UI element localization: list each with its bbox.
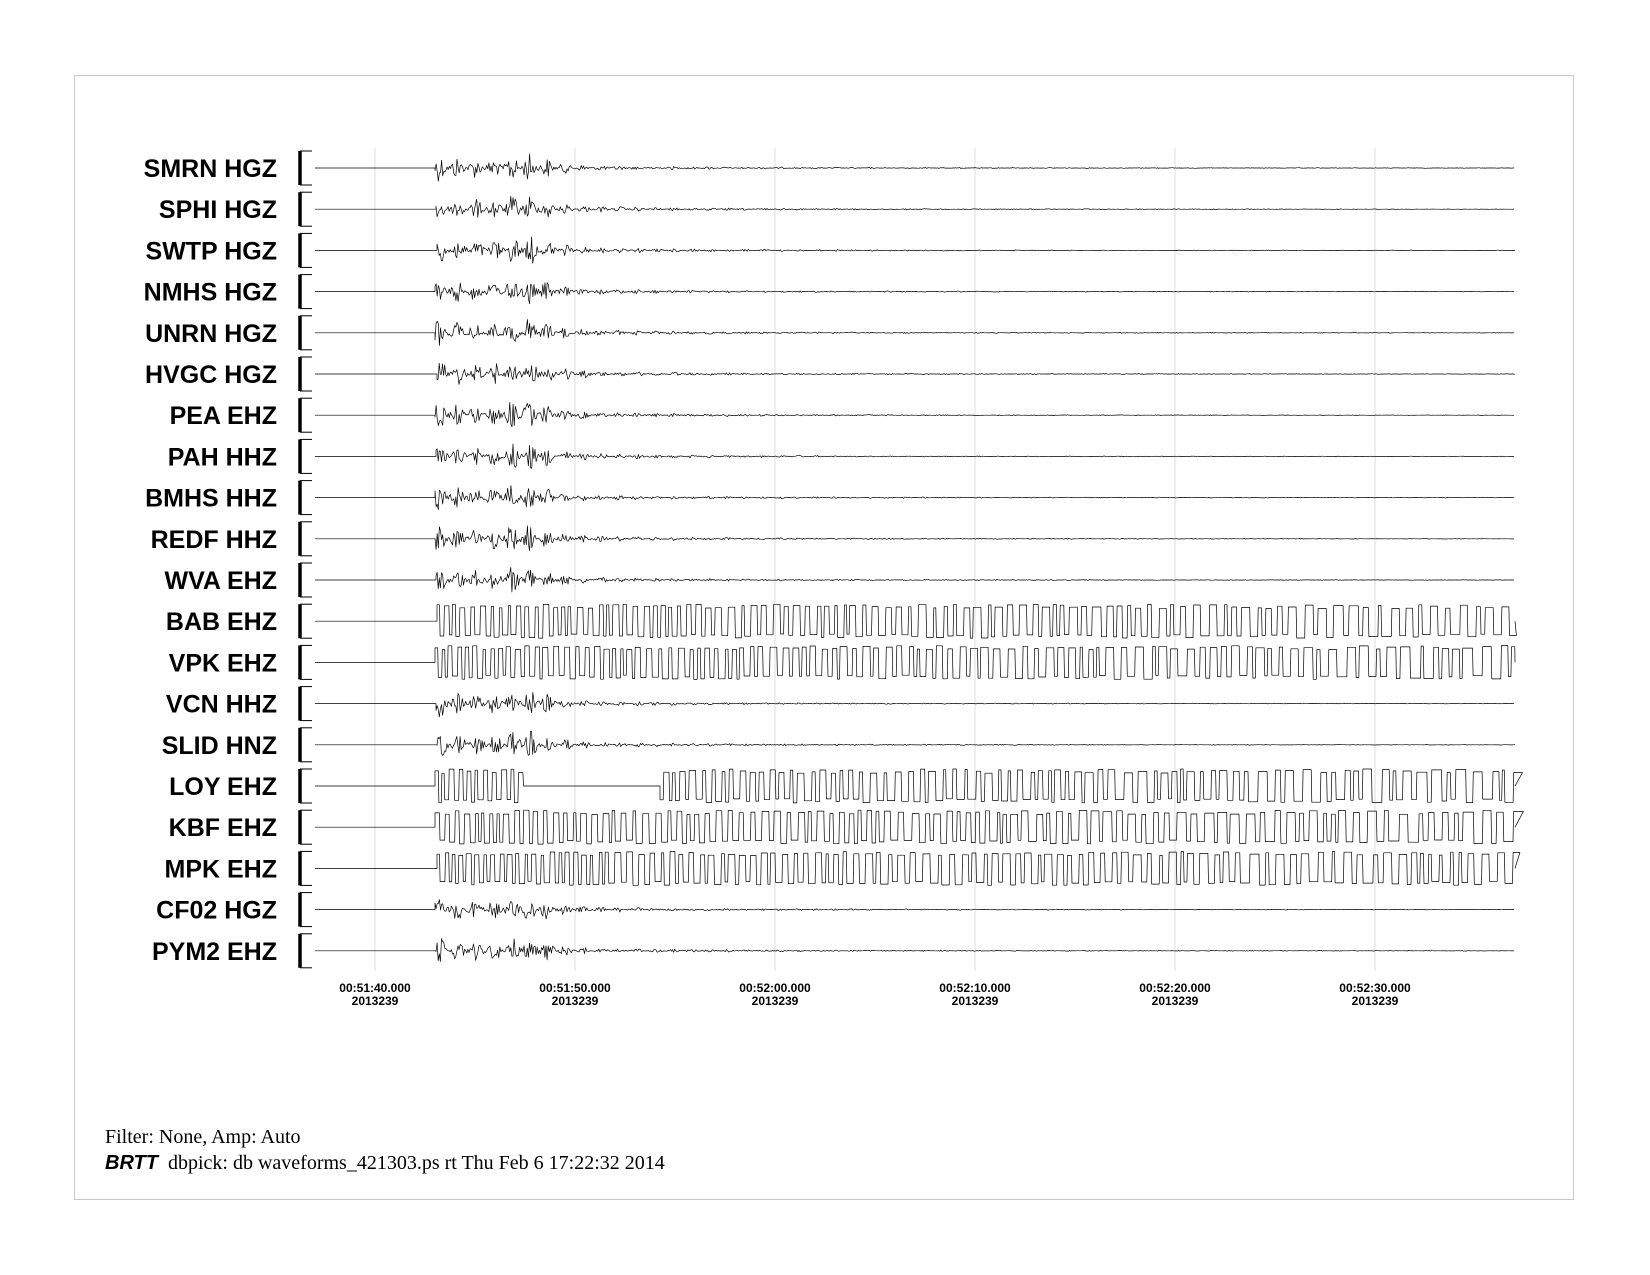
waveform-trace [315, 283, 1514, 304]
station-label: PYM2 EHZ [151, 937, 277, 966]
station-label: WVA EHZ [164, 567, 277, 595]
station-label: SLID HNZ [161, 731, 277, 760]
brand-logo: BRTT [105, 1152, 158, 1174]
station-label: BMHS HHZ [145, 484, 277, 513]
waveform-trace [315, 444, 1514, 468]
time-axis [339, 981, 1411, 1008]
waveform-trace [315, 154, 1514, 181]
station-label: LOY EHZ [169, 773, 277, 801]
station-label: NMHS HGZ [143, 278, 277, 307]
waveform-trace [315, 939, 1514, 962]
station-label: REDF HHZ [150, 525, 277, 554]
tick-label-date: 2013239 [951, 993, 999, 1008]
waveform-trace [315, 486, 1514, 510]
footer [105, 1124, 1305, 1176]
grid-lines [375, 148, 1375, 971]
station-label: CF02 HGZ [156, 896, 277, 925]
station-label: SPHI HGZ [158, 196, 277, 225]
waveform-traces [315, 154, 1523, 961]
tick-label-time: 00:51:40.000 [339, 980, 411, 995]
waveform-trace [315, 526, 1514, 551]
waveform-trace [315, 731, 1515, 755]
tick-label-date: 2013239 [551, 993, 599, 1008]
tick-label-time: 00:52:00.000 [739, 980, 811, 995]
tick-label-time: 00:52:10.000 [939, 980, 1011, 995]
waveform-trace [315, 852, 1520, 886]
station-label: HVGC HGZ [145, 361, 277, 389]
tick-label-time: 00:51:50.000 [539, 980, 611, 995]
tick-label-time: 00:52:30.000 [1339, 980, 1411, 995]
waveform-trace [315, 900, 1514, 919]
tick-label-date: 2013239 [1351, 993, 1399, 1008]
waveform-trace [315, 810, 1523, 844]
program-text: dbpick: db waveforms_421303.ps rt Thu Feb 6 17:22:32 2014 [167, 1152, 665, 1174]
station-label: SWTP HGZ [145, 237, 277, 266]
tick-label-date: 2013239 [1151, 993, 1199, 1008]
waveform-trace [315, 363, 1515, 384]
tick-label-time: 00:52:20.000 [1139, 980, 1211, 995]
station-label: PAH HHZ [167, 443, 277, 472]
tick-label-date: 2013239 [751, 993, 799, 1008]
waveform-trace [315, 196, 1514, 217]
waveform-trace [315, 568, 1514, 593]
station-label: SMRN HGZ [143, 155, 277, 183]
program-info [105, 1150, 1305, 1176]
station-label: KBF EHZ [168, 814, 277, 843]
waveform-trace [315, 402, 1514, 426]
station-labels [144, 151, 312, 968]
tick-label-date: 2013239 [351, 993, 399, 1008]
station-label: PEA EHZ [169, 402, 277, 431]
waveform-trace [315, 604, 1516, 638]
filter-info: Filter: None, Amp: Auto [105, 1126, 301, 1148]
waveform-trace [315, 237, 1515, 263]
station-label: VPK EHZ [168, 649, 277, 678]
station-label: UNRN HGZ [145, 319, 277, 348]
waveform-trace [315, 769, 1523, 803]
station-label: VCN HHZ [165, 690, 277, 719]
station-label: MPK EHZ [164, 855, 277, 884]
waveform-trace [315, 692, 1514, 716]
station-label: BAB EHZ [165, 608, 277, 637]
waveform-trace [315, 646, 1515, 680]
waveform-trace [315, 320, 1514, 346]
